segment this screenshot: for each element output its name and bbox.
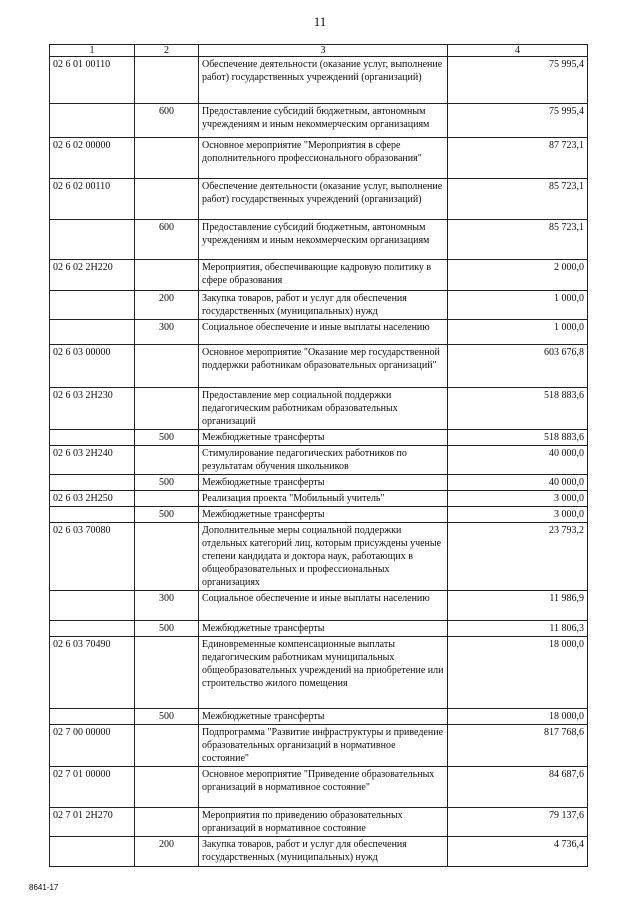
row-amount: 518 883,6 [448, 388, 588, 430]
table-row [50, 725, 588, 767]
row-expense-type: 300 [135, 591, 199, 621]
row-amount: 3 000,0 [448, 491, 588, 507]
row-name: Обеспечение деятельности (оказание услуг, выполнение работ) государственных учреждений (организаций) [199, 179, 448, 220]
row-amount: 1 000,0 [448, 291, 588, 320]
column-header-2: 2 [135, 45, 199, 57]
row-code [50, 291, 135, 320]
row-code: 02 6 02 00000 [50, 138, 135, 179]
row-name: Закупка товаров, работ и услуг для обеспечения государственных (муниципальных) нужд [199, 291, 448, 320]
row-name: Реализация проекта "Мобильный учитель" [199, 491, 448, 507]
row-expense-type [135, 491, 199, 507]
row-name: Межбюджетные трансферты [199, 475, 448, 491]
row-name: Обеспечение деятельности (оказание услуг, выполнение работ) государственных учреждений (организаций) [199, 57, 448, 104]
row-code: 02 6 03 70490 [50, 637, 135, 709]
row-amount: 40 000,0 [448, 475, 588, 491]
row-name: Основное мероприятие "Приведение образовательных организаций в нормативное состояние" [199, 767, 448, 808]
row-code: 02 6 01 00110 [50, 57, 135, 104]
row-amount: 1 000,0 [448, 320, 588, 345]
row-name: Предоставление субсидий бюджетным, автономным учреждениям и иным некоммерческим организациям [199, 104, 448, 138]
table-row [50, 179, 588, 220]
column-header-3: 3 [199, 45, 448, 57]
row-amount: 85 723,1 [448, 179, 588, 220]
row-expense-type [135, 808, 199, 837]
table-row [50, 57, 588, 104]
row-amount: 4 736,4 [448, 837, 588, 867]
table-row [50, 320, 588, 345]
row-name: Мероприятия, обеспечивающие кадровую политику в сфере образования [199, 260, 448, 291]
row-expense-type: 500 [135, 621, 199, 637]
table-row [50, 138, 588, 179]
page-number: 11 [313, 14, 327, 29]
table-row [50, 291, 588, 320]
row-amount: 75 995,4 [448, 57, 588, 104]
row-code [50, 320, 135, 345]
row-expense-type: 200 [135, 837, 199, 867]
row-code: 02 6 03 00000 [50, 345, 135, 388]
table-row [50, 260, 588, 291]
row-code: 02 6 03 2Н250 [50, 491, 135, 507]
table-row [50, 709, 588, 725]
row-amount: 11 986,9 [448, 591, 588, 621]
row-code [50, 621, 135, 637]
row-code: 02 6 03 2Н240 [50, 446, 135, 475]
row-code: 02 7 00 00000 [50, 725, 135, 767]
table-row [50, 491, 588, 507]
row-expense-type [135, 57, 199, 104]
row-amount: 3 000,0 [448, 507, 588, 523]
row-expense-type: 600 [135, 220, 199, 260]
budget-table [49, 44, 588, 867]
document-code: 8641-17 [29, 883, 59, 892]
row-name: Межбюджетные трансферты [199, 621, 448, 637]
row-amount: 84 687,6 [448, 767, 588, 808]
row-code [50, 837, 135, 867]
row-code [50, 475, 135, 491]
row-name: Мероприятия по приведению образовательных организаций в нормативное состояние [199, 808, 448, 837]
row-amount: 11 806,3 [448, 621, 588, 637]
row-name: Предоставление субсидий бюджетным, автономным учреждениям и иным некоммерческим организациям [199, 220, 448, 260]
row-name: Социальное обеспечение и иные выплаты населению [199, 320, 448, 345]
row-expense-type [135, 637, 199, 709]
row-code [50, 709, 135, 725]
row-amount: 603 676,8 [448, 345, 588, 388]
row-expense-type [135, 345, 199, 388]
row-amount: 79 137,6 [448, 808, 588, 837]
table-row [50, 591, 588, 621]
table-row [50, 523, 588, 591]
row-name: Стимулирование педагогических работников по результатам обучения школьников [199, 446, 448, 475]
table-header-row [50, 45, 588, 57]
row-name: Предоставление мер социальной поддержки педагогическим работникам образовательных организаций [199, 388, 448, 430]
table-row [50, 345, 588, 388]
table-row [50, 808, 588, 837]
row-code [50, 220, 135, 260]
row-amount: 23 793,2 [448, 523, 588, 591]
table-body [50, 57, 588, 867]
row-expense-type: 500 [135, 475, 199, 491]
row-amount: 40 000,0 [448, 446, 588, 475]
row-code: 02 7 01 2Н270 [50, 808, 135, 837]
row-name: Социальное обеспечение и иные выплаты населению [199, 591, 448, 621]
column-header-4: 4 [448, 45, 588, 57]
row-name: Межбюджетные трансферты [199, 507, 448, 523]
row-name: Дополнительные меры социальной поддержки отдельных категорий лиц, которым присуждены ученые степени кандидата и доктора наук, работающих в общеобразовательных и профессиональных организациях [199, 523, 448, 591]
table-row [50, 104, 588, 138]
row-amount: 18 000,0 [448, 709, 588, 725]
row-amount: 18 000,0 [448, 637, 588, 709]
row-amount: 2 000,0 [448, 260, 588, 291]
row-code: 02 6 03 2Н230 [50, 388, 135, 430]
table-row [50, 767, 588, 808]
row-code [50, 104, 135, 138]
row-amount: 85 723,1 [448, 220, 588, 260]
row-name: Единовременные компенсационные выплаты педагогическим работникам муниципальных общеобразовательных учреждений на приобретение или строительство жилого помещения [199, 637, 448, 709]
row-name: Закупка товаров, работ и услуг для обеспечения государственных (муниципальных) нужд [199, 837, 448, 867]
table-row [50, 475, 588, 491]
row-expense-type [135, 767, 199, 808]
row-code: 02 6 02 00110 [50, 179, 135, 220]
row-expense-type: 500 [135, 430, 199, 446]
row-code [50, 591, 135, 621]
table-row [50, 837, 588, 867]
row-expense-type [135, 179, 199, 220]
table-row [50, 220, 588, 260]
row-expense-type: 500 [135, 507, 199, 523]
row-expense-type [135, 138, 199, 179]
row-expense-type: 600 [135, 104, 199, 138]
row-code: 02 7 01 00000 [50, 767, 135, 808]
table-row [50, 430, 588, 446]
row-name: Основное мероприятие "Мероприятия в сфере дополнительного профессионального образования" [199, 138, 448, 179]
row-expense-type: 300 [135, 320, 199, 345]
row-amount: 518 883,6 [448, 430, 588, 446]
row-name: Межбюджетные трансферты [199, 430, 448, 446]
row-name: Основное мероприятие "Оказание мер государственной поддержки работникам образовательных организаций" [199, 345, 448, 388]
row-expense-type: 200 [135, 291, 199, 320]
row-code: 02 6 02 2Н220 [50, 260, 135, 291]
row-expense-type [135, 388, 199, 430]
row-code [50, 507, 135, 523]
row-amount: 817 768,6 [448, 725, 588, 767]
table-row [50, 637, 588, 709]
row-expense-type [135, 523, 199, 591]
row-code [50, 430, 135, 446]
row-amount: 87 723,1 [448, 138, 588, 179]
table-row [50, 621, 588, 637]
column-header-1: 1 [50, 45, 135, 57]
row-name: Подпрограмма "Развитие инфраструктуры и приведение образовательных организаций в нормативное состояние" [199, 725, 448, 767]
row-name: Межбюджетные трансферты [199, 709, 448, 725]
row-expense-type [135, 725, 199, 767]
row-amount: 75 995,4 [448, 104, 588, 138]
row-code: 02 6 03 70080 [50, 523, 135, 591]
table-row [50, 446, 588, 475]
row-expense-type: 500 [135, 709, 199, 725]
row-expense-type [135, 446, 199, 475]
row-expense-type [135, 260, 199, 291]
table-row [50, 507, 588, 523]
table-row [50, 388, 588, 430]
